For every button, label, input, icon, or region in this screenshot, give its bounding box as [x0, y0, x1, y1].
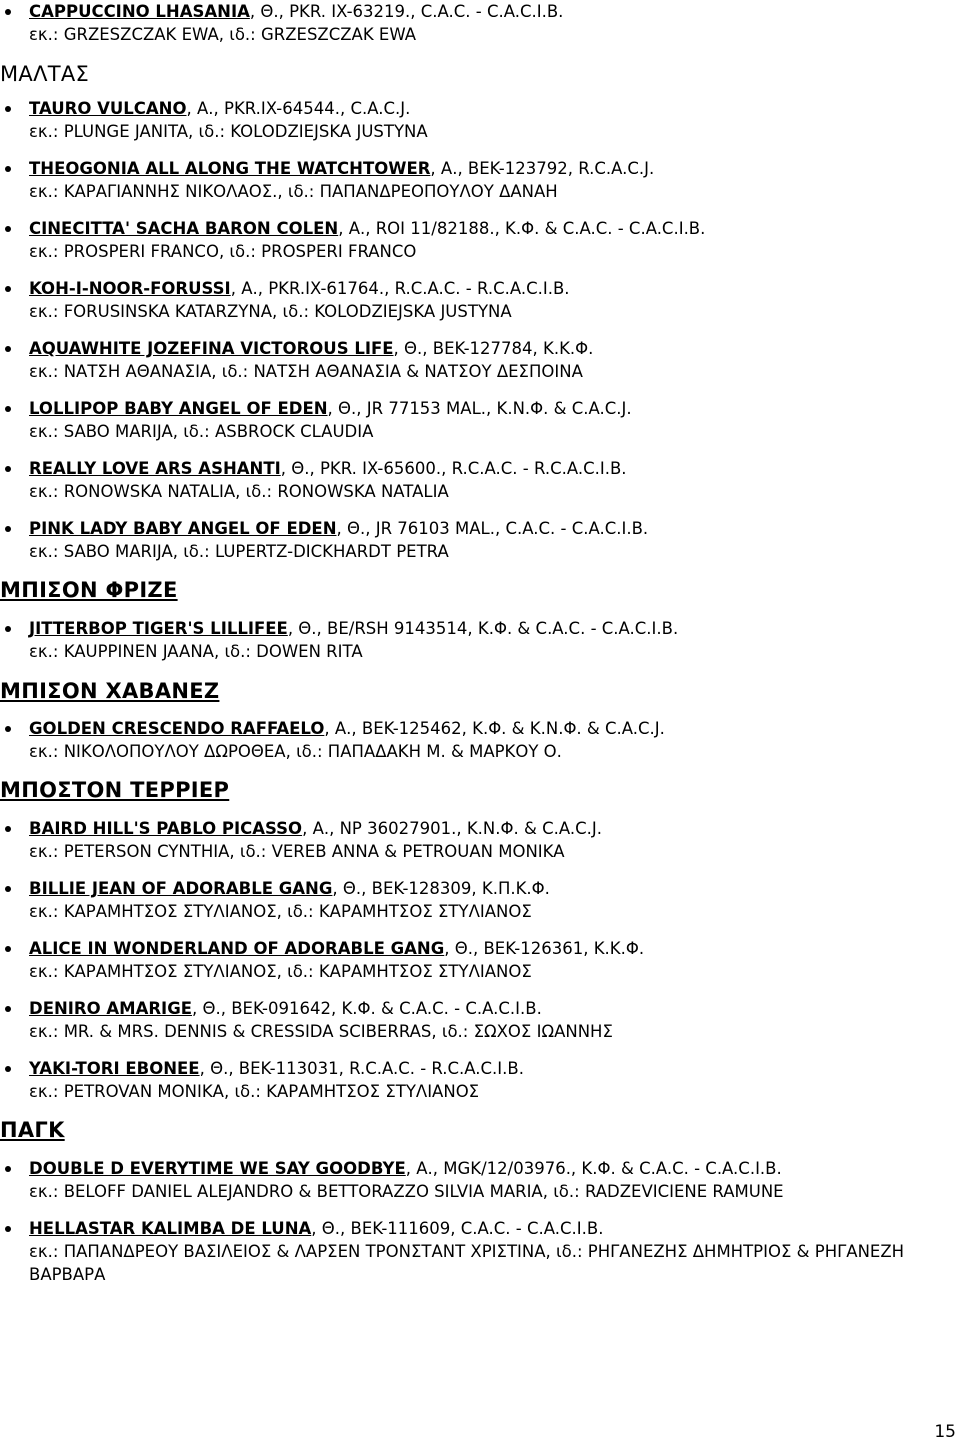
dog-name: DOUBLE D EVERYTIME WE SAY GOODBYE: [29, 1159, 406, 1178]
breeder-owner: εκ.: PETROVAN ΜΟΝΙΚΑ, ιδ.: ΚΑΡΑΜΗΤΣΟΣ ΣΤΥΛΙΑΝΟΣ: [29, 1082, 480, 1101]
breeder-owner: εκ.: ΠΑΠΑΝΔΡΕΟΥ ΒΑΣΙΛΕΙΟΣ & ΛΑΡΣΕΝ ΤΡΟΝΣΤΑΝΤ ΧΡΙΣΤΙΝΑ, ιδ.: ΡΗΓΑΝΕΖΗΣ ΔΗΜΗΤΡΙΟΣ & ΡΗΓΑΝΕΖΗ ΒΑΡΒΑΡΑ: [29, 1242, 905, 1284]
breeder-owner: εκ.: ΝΑΤΣΗ ΑΘΑΝΑΣΙΑ, ιδ.: ΝΑΤΣΗ ΑΘΑΝΑΣΙΑ & ΝΑΤΣΟΥ ΔΕΣΠΟΙΝΑ: [29, 362, 583, 381]
list-item: [0, 937, 952, 983]
breeder-owner: εκ.: PROSPERI FRANCO, ιδ.: PROSPERI FRANCO: [29, 242, 417, 261]
breeder-owner: εκ.: MR. & MRS. DENNIS & CRESSIDA SCIBERRAS, ιδ.: ΣΩΧΟΣ ΙΩΑΝΝΗΣ: [29, 1022, 613, 1041]
dog-name: DENIRO AMARIGE: [29, 999, 193, 1018]
dog-info: , Θ., PKR. IX-63219., C.A.C. - C.A.C.I.B.: [249, 2, 564, 21]
dog-name: YAKI-TORI EBONEE: [29, 1059, 200, 1078]
dog-info: , Α., MGK/12/03976., Κ.Φ. & C.A.C. - C.A.C.I.B.: [405, 1159, 782, 1178]
breeder-owner: εκ.: PLUNGE JANITA, ιδ.: KOLODZIEJSKA JUSTYNA: [29, 122, 428, 141]
dog-info: , Θ., BE/RSH 9143514, Κ.Φ. & C.A.C. - C.A.C.I.B.: [287, 619, 679, 638]
list-item: [0, 397, 952, 443]
dog-info: , Α., BEK-123792, R.C.A.C.J.: [430, 159, 655, 178]
list-item: [0, 997, 952, 1043]
dog-name: BILLIE JEAN OF ADORABLE GANG: [29, 879, 333, 898]
section-heading-maltas: ΜΑΛΤΑΣ: [0, 62, 90, 86]
list-item: [0, 0, 952, 46]
dog-info: , Θ., BEK-126361, Κ.Κ.Φ.: [444, 939, 645, 958]
dog-info: , Θ., BEK-111609, C.A.C. - C.A.C.I.B.: [311, 1219, 604, 1238]
dog-info: , Θ., JR 76103 MAL., C.A.C. - C.A.C.I.B.: [336, 519, 649, 538]
dog-name: CINECITTA' SACHA BARON COLEN: [29, 219, 339, 238]
list-item: [0, 877, 952, 923]
list-item: [0, 457, 952, 503]
dog-name: TAURO VULCANO: [29, 99, 187, 118]
dog-name: ALICE IN WONDERLAND OF ADORABLE GANG: [29, 939, 445, 958]
list-item: [0, 337, 952, 383]
breeder-owner: εκ.: SABO MARIJA, ιδ.: LUPERTZ-DICKHARDT PETRA: [29, 542, 449, 561]
list-item: [0, 717, 952, 763]
list-item: [0, 1217, 952, 1286]
dog-info: , Α., ROI 11/82188., Κ.Φ. & C.A.C. - C.A.C.I.B.: [338, 219, 706, 238]
list-item: [0, 97, 952, 143]
breeder-owner: εκ.: PETERSON CYNTHIA, ιδ.: VEREB ANNA & PETROUAN MONIKA: [29, 842, 565, 861]
dog-info: , Θ., JR 77153 MAL., Κ.Ν.Φ. & C.A.C.J.: [327, 399, 632, 418]
section-heading-bison-havanez: ΜΠΙΣΟΝ ΧΑΒΑΝΕΖ: [0, 679, 220, 703]
dog-info: , Θ., BEK-091642, Κ.Φ. & C.A.C. - C.A.C.I.B.: [192, 999, 542, 1018]
list-item: [0, 617, 952, 663]
breeder-owner: εκ.: GRZESZCZAK EWA, ιδ.: GRZESZCZAK EWA: [29, 25, 417, 44]
breeder-owner: εκ.: FORUSINSKA KATARZYNA, ιδ.: KOLODZIEJSKA JUSTYNA: [29, 302, 512, 321]
list-item: [0, 517, 952, 563]
dog-name: LOLLIPOP BABY ANGEL OF EDEN: [29, 399, 328, 418]
dog-name: BAIRD HILL'S PABLO PICASSO: [29, 819, 303, 838]
list-item: [0, 157, 952, 203]
dog-name: CAPPUCCINO LHASANIA: [29, 2, 250, 21]
dog-name: PINK LADY BABY ANGEL OF EDEN: [29, 519, 337, 538]
dog-name: JITTERBOP TIGER'S LILLIFEE: [29, 619, 288, 638]
breeder-owner: εκ.: BELOFF DANIEL ALEJANDRO & BETTORAZZO SILVIA MARIA, ιδ.: RADZEVICIENE RAMUNE: [29, 1182, 784, 1201]
section-heading-pagk: ΠΑΓΚ: [0, 1118, 65, 1142]
dog-info: , Θ., BEK-127784, Κ.Κ.Φ.: [393, 339, 594, 358]
dog-info: , Α., PKR.IX-61764., R.C.A.C. - R.C.A.C.I.B.: [230, 279, 570, 298]
list-item: [0, 217, 952, 263]
breeder-owner: εκ.: KAUPPINEN JAANA, ιδ.: DOWEN RITA: [29, 642, 363, 661]
dog-info: , Θ., BEK-113031, R.C.A.C. - R.C.A.C.I.B.: [199, 1059, 524, 1078]
dog-info: , Θ., BEK-128309, Κ.Π.Κ.Φ.: [332, 879, 550, 898]
dog-info: , Α., NP 36027901., Κ.Ν.Φ. & C.A.C.J.: [302, 819, 602, 838]
breeder-owner: εκ.: SABO MARIJA, ιδ.: ASBROCK CLAUDIA: [29, 422, 374, 441]
dog-name: GOLDEN CRESCENDO RAFFAELO: [29, 719, 325, 738]
list-item: [0, 1057, 952, 1103]
dog-name: HELLASTAR KALIMBA DE LUNA: [29, 1219, 312, 1238]
breeder-owner: εκ.: ΚΑΡΑΓΙΑΝΝΗΣ ΝΙΚΟΛΑΟΣ., ιδ.: ΠΑΠΑΝΔΡΕΟΠΟΥΛΟΥ ΔΑΝΑΗ: [29, 182, 558, 201]
dog-name: THEOGONIA ALL ALONG THE WATCHTOWER: [29, 159, 431, 178]
dog-name: REALLY LOVE ARS ASHANTI: [29, 459, 281, 478]
list-item: [0, 277, 952, 323]
dog-info: , Θ., PKR. IX-65600., R.C.A.C. - R.C.A.C.I.B.: [280, 459, 627, 478]
dog-info: , Α., PKR.IX-64544., C.A.C.J.: [186, 99, 411, 118]
dog-info: , Α., BEK-125462, Κ.Φ. & Κ.Ν.Φ. & C.A.C.J.: [324, 719, 665, 738]
page-number: 15: [934, 1422, 956, 1442]
list-item: [0, 817, 952, 863]
breeder-owner: εκ.: ΝΙΚΟΛΟΠΟΥΛΟΥ ΔΩΡΟΘΕΑ, ιδ.: ΠΑΠΑΔΑΚΗ Μ. & ΜΑΡΚΟΥ Ο.: [29, 742, 562, 761]
dog-name: AQUAWHITE JOZEFINA VICTOROUS LIFE: [29, 339, 394, 358]
section-heading-boston-terrier: ΜΠΟΣΤΟΝ ΤΕΡΡΙΕΡ: [0, 778, 230, 802]
breeder-owner: εκ.: ΚΑΡΑΜΗΤΣΟΣ ΣΤΥΛΙΑΝΟΣ, ιδ.: ΚΑΡΑΜΗΤΣΟΣ ΣΤΥΛΙΑΝΟΣ: [29, 962, 532, 981]
breeder-owner: εκ.: RONOWSKA NATALIA, ιδ.: RONOWSKA NATALIA: [29, 482, 449, 501]
section-heading-bison-frize: ΜΠΙΣΟΝ ΦΡΙΖΕ: [0, 578, 178, 602]
breeder-owner: εκ.: ΚΑΡΑΜΗΤΣΟΣ ΣΤΥΛΙΑΝΟΣ, ιδ.: ΚΑΡΑΜΗΤΣΟΣ ΣΤΥΛΙΑΝΟΣ: [29, 902, 532, 921]
dog-name: KOH-I-NOOR-FORUSSI: [29, 279, 231, 298]
list-item: [0, 1157, 952, 1203]
